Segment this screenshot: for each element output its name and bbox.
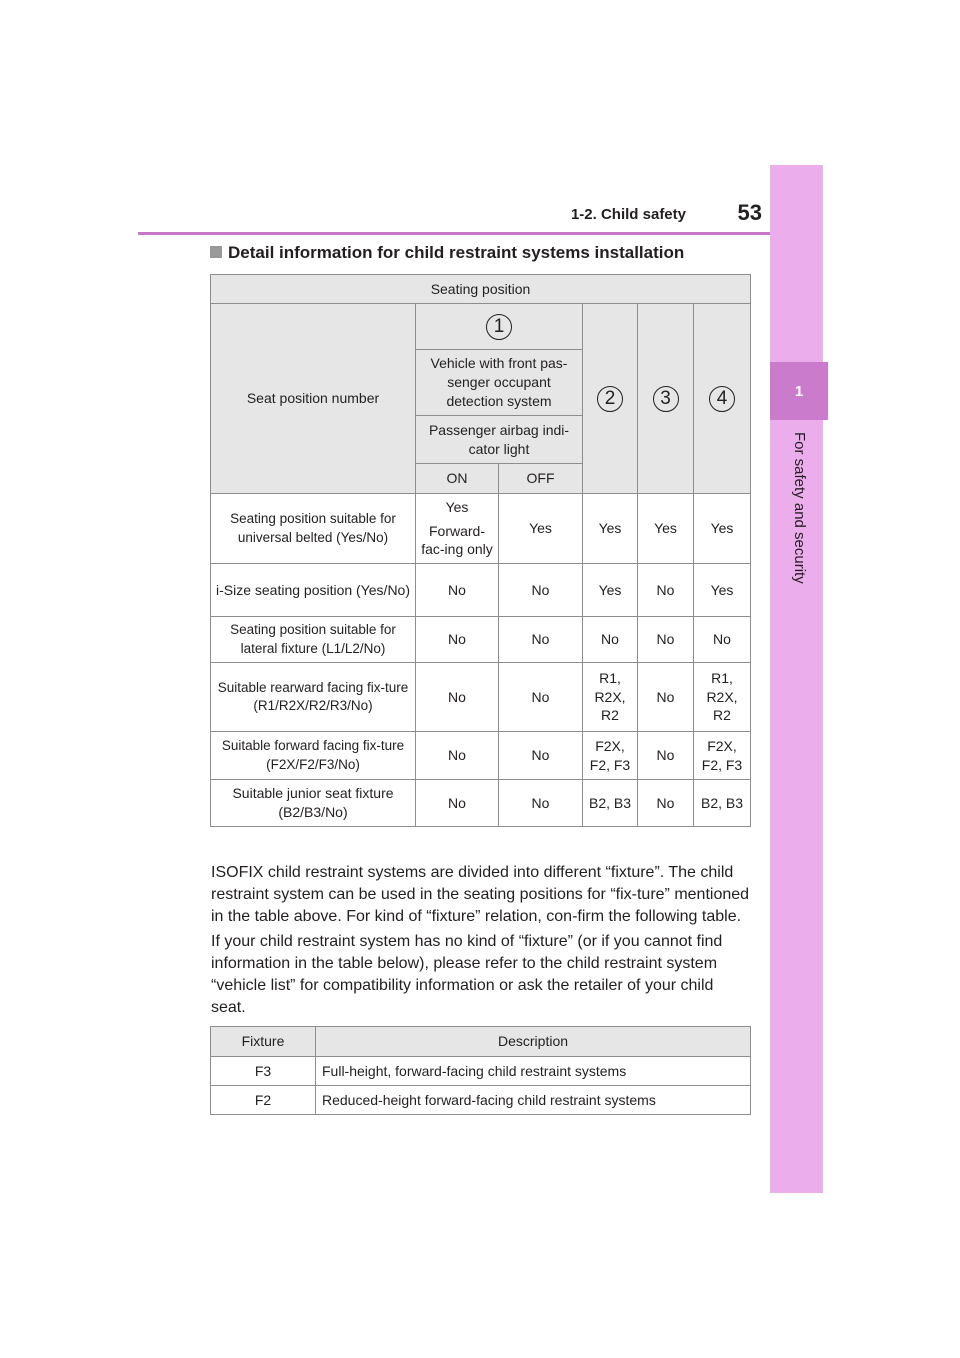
table-row [211, 780, 751, 827]
cell-off: No [499, 780, 583, 827]
fixture-cell: F3 [211, 1057, 316, 1086]
cell-seat-2: Yes [583, 564, 638, 617]
airbag-indicator-header: Passenger airbag indi-cator light [416, 416, 583, 464]
cell-off: Yes [499, 494, 583, 564]
seat-1-header [416, 304, 583, 350]
cell-seat-2: B2, B3 [583, 780, 638, 827]
cell-off: No [499, 617, 583, 663]
fixture-cell: F2 [211, 1086, 316, 1115]
cell-seat-4: Yes [694, 494, 751, 564]
square-bullet-icon [210, 246, 222, 258]
child-restraint-table [210, 274, 751, 827]
seat-2-header [583, 304, 638, 494]
chapter-label-text: For safety and security [791, 432, 808, 584]
cell-on: No [416, 780, 499, 827]
seat-3-number: 3 [653, 386, 679, 412]
table-row [211, 1086, 751, 1115]
seat-position-number-header: Seat position number [211, 304, 416, 494]
row-label: Suitable rearward facing fix-ture (R1/R2X/R2/R3/No) [211, 663, 416, 732]
paragraph-fixture-info: ISOFIX child restraint systems are divided into different “fixture”. The child restraint system can be used in the seating positions for “fix-ture” mentioned in the table above. For kind of “fixture” relation, con-firm the following table. [211, 864, 750, 925]
header-rule [138, 232, 770, 235]
seat-2-number: 2 [597, 386, 623, 412]
cell-seat-3: No [638, 780, 694, 827]
seat-1-number: 1 [486, 314, 512, 340]
table-row [211, 732, 751, 780]
cell-off: No [499, 732, 583, 780]
cell-seat-4: No [694, 617, 751, 663]
cell-on: No [416, 663, 499, 732]
table-row [211, 564, 751, 617]
section-heading-text: Detail information for child restraint systems installation [228, 243, 685, 262]
description-cell: Reduced-height forward-facing child restraint systems [316, 1086, 751, 1115]
seat-4-header [694, 304, 751, 494]
table-row [211, 494, 751, 564]
cell-seat-4: B2, B3 [694, 780, 751, 827]
off-header: OFF [499, 464, 583, 494]
row-label: Suitable junior seat fixture (B2/B3/No) [211, 780, 416, 827]
fixture-table [210, 1026, 751, 1115]
row-label: i-Size seating position (Yes/No) [211, 564, 416, 617]
cell-seat-3: No [638, 564, 694, 617]
description-column-header: Description [316, 1027, 751, 1057]
cell-seat-2: Yes [583, 494, 638, 564]
row-label: Seating position suitable for lateral fixture (L1/L2/No) [211, 617, 416, 663]
cell-on: No [416, 732, 499, 780]
row-label: Suitable forward facing fix-ture (F2X/F2/F3/No) [211, 732, 416, 780]
cell-seat-2: No [583, 617, 638, 663]
seat-4-number: 4 [709, 386, 735, 412]
cell-on [416, 494, 499, 564]
chapter-label [784, 432, 810, 632]
vehicle-detection-header: Vehicle with front pas-senger occupant detection system [416, 350, 583, 416]
cell-seat-2: F2X, F2, F3 [583, 732, 638, 780]
description-cell: Full-height, forward-facing child restraint systems [316, 1057, 751, 1086]
paragraph-vehicle-list: If your child restraint system has no kind of “fixture” (or if you cannot find information in the table below), please refer to the child restraint system “vehicle list” for compatibility information or ask the retailer of your child seat. [211, 933, 723, 1016]
cell-off: No [499, 663, 583, 732]
cell-seat-3: No [638, 617, 694, 663]
chapter-number-badge[interactable]: 1 [770, 362, 828, 420]
cell-on-note: Forward-fac-ing only [421, 522, 493, 558]
fixture-column-header: Fixture [211, 1027, 316, 1057]
cell-seat-3: No [638, 663, 694, 732]
table-row [211, 1057, 751, 1086]
cell-on: No [416, 564, 499, 617]
section-title: 1-2. Child safety [570, 206, 686, 223]
table-row [211, 617, 751, 663]
cell-on: No [416, 617, 499, 663]
section-heading [210, 243, 684, 263]
page-number: 53 [737, 200, 762, 225]
chapter-side-tab[interactable] [770, 165, 823, 1193]
row-label: Seating position suitable for universal belted (Yes/No) [211, 494, 416, 564]
cell-seat-3: No [638, 732, 694, 780]
cell-off: No [499, 564, 583, 617]
seating-position-header: Seating position [211, 275, 751, 304]
cell-seat-4: R1, R2X, R2 [694, 663, 751, 732]
seat-3-header [638, 304, 694, 494]
cell-seat-3: Yes [638, 494, 694, 564]
cell-seat-4: Yes [694, 564, 751, 617]
cell-seat-2: R1, R2X, R2 [583, 663, 638, 732]
on-header: ON [416, 464, 499, 494]
table-row [211, 663, 751, 732]
cell-seat-4: F2X, F2, F3 [694, 732, 751, 780]
cell-on-value: Yes [445, 498, 469, 515]
